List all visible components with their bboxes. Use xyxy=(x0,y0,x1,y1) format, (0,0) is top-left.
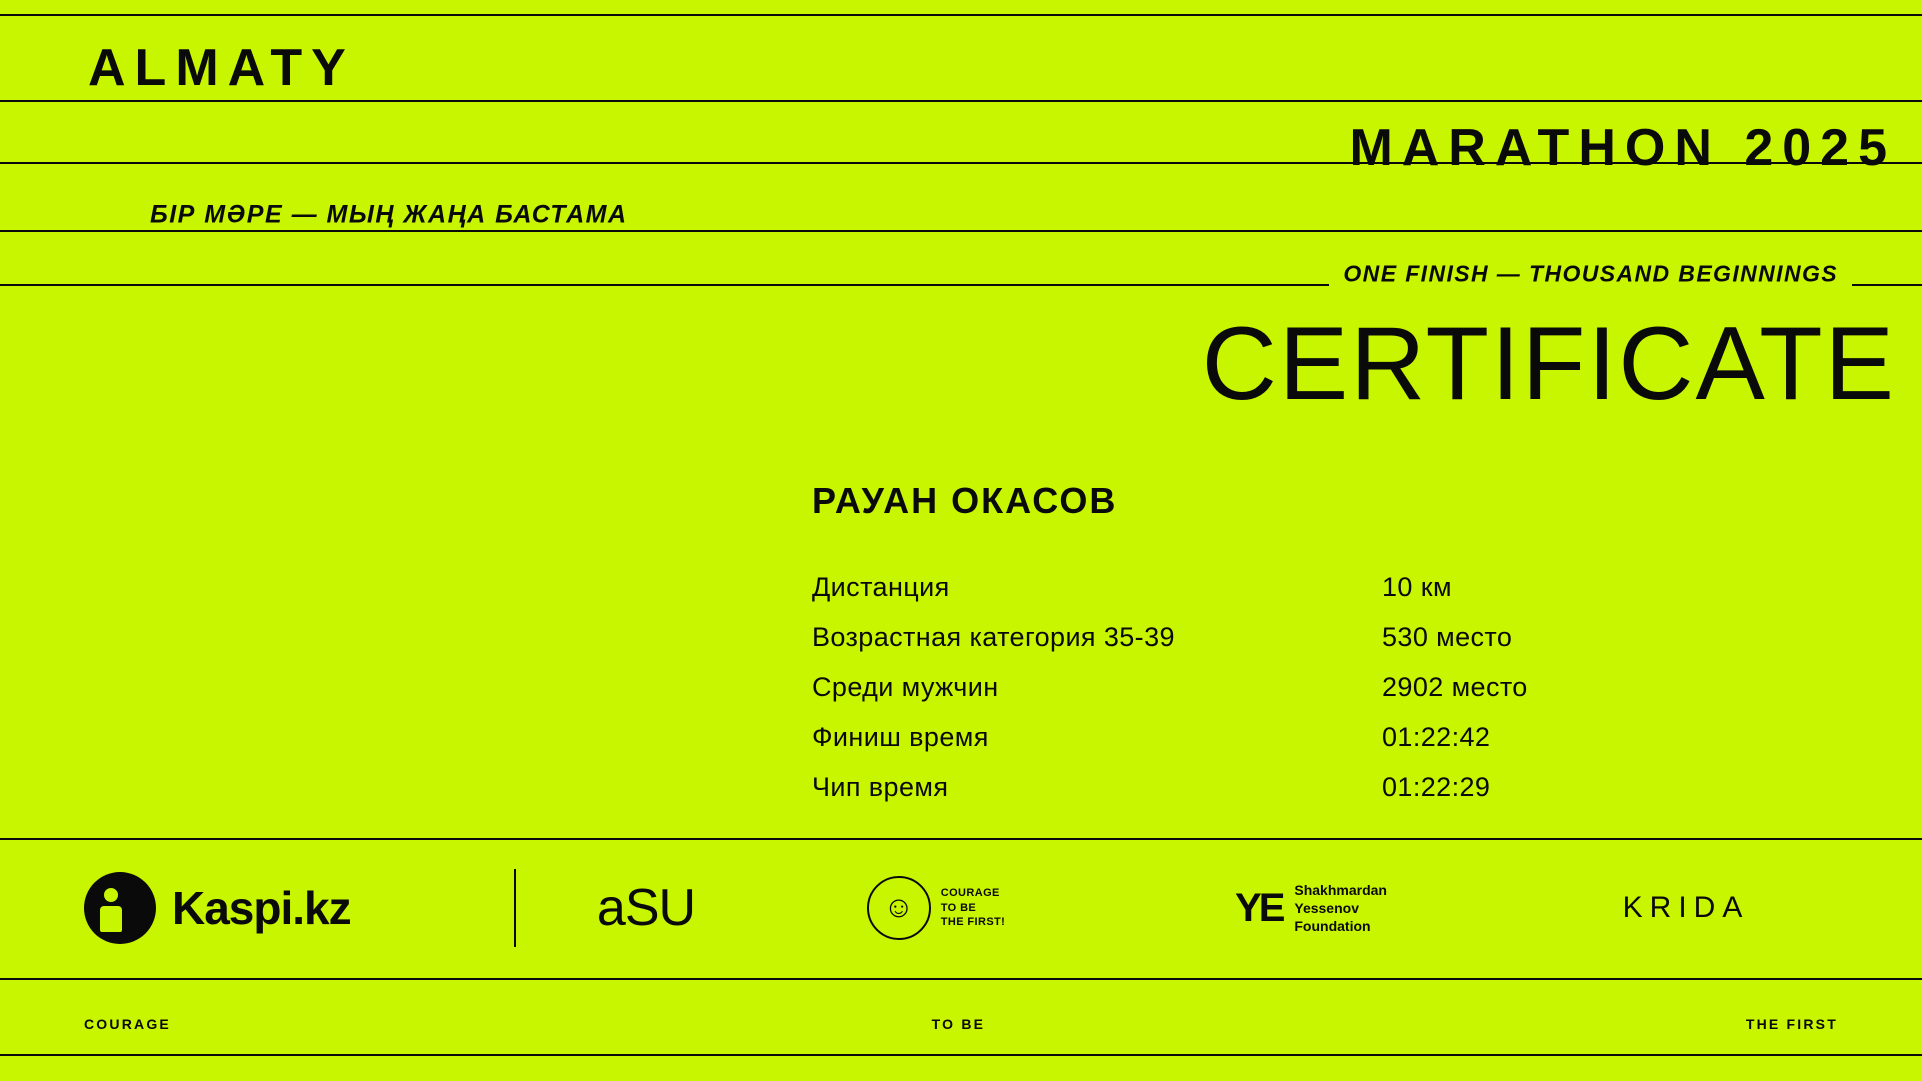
person-icon: ☺ xyxy=(883,891,915,924)
table-row xyxy=(812,722,1612,772)
result-value: 10 км xyxy=(1382,572,1452,602)
courage-line-1: COURAGE xyxy=(940,886,1000,899)
divider-line-top xyxy=(0,14,1922,16)
courage-line-3: THE FIRST! xyxy=(940,916,1006,929)
sponsor-bar xyxy=(0,838,1922,978)
result-value: 01:22:29 xyxy=(1382,772,1491,802)
divider-line-4 xyxy=(0,230,1922,232)
city-title: ALMATY xyxy=(88,39,355,97)
courage-line-2: TO BE xyxy=(940,901,977,914)
kaspi-logo-icon xyxy=(84,872,156,944)
table-row xyxy=(812,772,1612,822)
divider-line-footer-bottom xyxy=(0,1054,1922,1056)
sponsor-krida-label: KRIDA xyxy=(1622,891,1750,924)
footer-center: TO BE xyxy=(931,1016,986,1032)
yessenov-line-1: Shakhmardan xyxy=(1294,881,1387,898)
slogan-kazakh: БІР МӘРЕ — МЫҢ ЖАҢА БАСТАМА xyxy=(136,201,642,230)
result-label: Чип время xyxy=(812,772,949,802)
sponsor-kaspi xyxy=(0,838,514,978)
footer-left: COURAGE xyxy=(84,1016,171,1032)
sponsor-asu xyxy=(516,838,776,978)
result-value: 530 место xyxy=(1382,622,1513,652)
sponsor-courage-fund xyxy=(776,838,1096,978)
yessenov-logo-icon: YE xyxy=(1235,885,1283,930)
results-table xyxy=(812,572,1612,822)
page-title: CERTIFICATE xyxy=(1201,306,1896,422)
table-row xyxy=(812,622,1612,672)
result-label: Возрастная категория 35-39 xyxy=(812,622,1175,652)
table-row xyxy=(812,672,1612,722)
divider-line-2 xyxy=(0,100,1922,102)
sponsor-asu-label: aSU xyxy=(596,879,696,937)
event-title: MARATHON 2025 xyxy=(1349,119,1896,177)
courage-fund-badge-icon xyxy=(867,876,931,940)
divider-line-footer-mid xyxy=(0,978,1922,980)
sponsor-kaspi-label: Kaspi.kz xyxy=(172,882,351,934)
slogan-english: ONE FINISH — THOUSAND BEGINNINGS xyxy=(1329,261,1852,288)
result-label: Среди мужчин xyxy=(812,672,999,702)
yessenov-line-3: Foundation xyxy=(1294,918,1371,935)
result-label: Финиш время xyxy=(812,722,989,752)
sponsor-yessenov-foundation xyxy=(1096,838,1526,978)
table-row xyxy=(812,572,1612,622)
footer-right: THE FIRST xyxy=(1745,1016,1838,1032)
sponsor-krida xyxy=(1526,838,1846,978)
result-label: Дистанция xyxy=(812,572,950,602)
footer-tagline xyxy=(0,1016,1922,1032)
yessenov-line-2: Yessenov xyxy=(1294,899,1359,916)
result-value: 2902 место xyxy=(1382,672,1528,702)
result-value: 01:22:42 xyxy=(1382,722,1491,752)
athlete-name: РАУАН ОКАСОВ xyxy=(812,480,1118,521)
